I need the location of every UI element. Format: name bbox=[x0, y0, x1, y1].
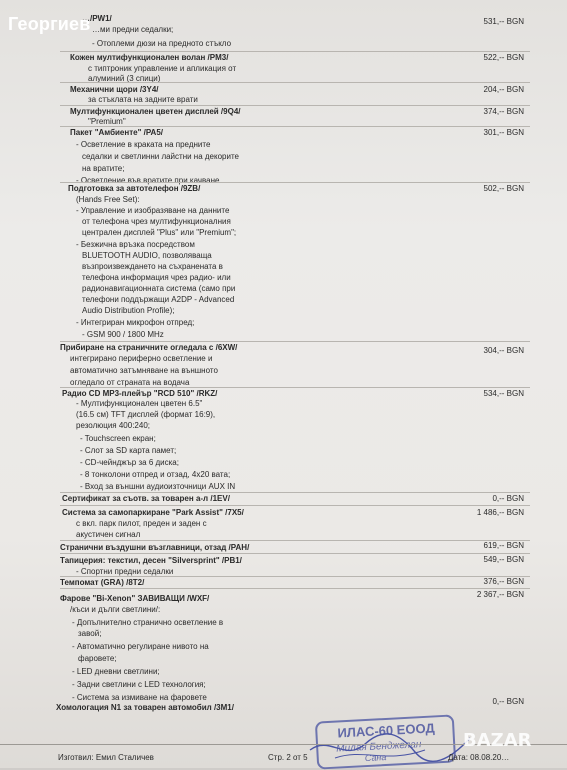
item-title: Механични щори /3Y4/ bbox=[70, 85, 159, 94]
item-detail: - Спортни предни седалки bbox=[76, 567, 174, 576]
divider bbox=[60, 82, 530, 83]
footer-page-number: Стр. 2 от 5 bbox=[268, 753, 308, 762]
item-detail: BLUETOOTH AUDIO, позволяваща bbox=[82, 251, 212, 260]
item-detail: телефони поддържащи A2DP - Advanced bbox=[82, 295, 235, 304]
divider bbox=[60, 126, 530, 127]
divider bbox=[60, 105, 530, 106]
item-price: 374,-- BGN bbox=[483, 107, 524, 116]
item-price: 376,-- BGN bbox=[483, 577, 524, 586]
divider bbox=[60, 182, 530, 183]
item-price: 304,-- BGN bbox=[483, 346, 524, 355]
item-title: Хомологация N1 за товарен автомобил /3M1/ bbox=[56, 703, 234, 712]
item-price: 534,-- BGN bbox=[483, 389, 524, 398]
item-detail: завой; bbox=[78, 629, 102, 638]
item-title: …/PW1/ bbox=[82, 14, 112, 23]
divider bbox=[60, 576, 530, 577]
item-detail: седалки и светлинни лайстни на декорите bbox=[82, 152, 239, 161]
watermark-logo: BAZAR bbox=[463, 730, 532, 751]
item-detail: на вратите; bbox=[82, 164, 125, 173]
item-detail: - Отоплеми дюзи на предното стъкло bbox=[92, 39, 232, 48]
item-detail: - CD-чейнджър за 6 диска; bbox=[80, 458, 179, 467]
item-detail: - Автоматично регулиране нивото на bbox=[72, 642, 209, 651]
item-detail: - LED дневни светлини; bbox=[72, 667, 160, 676]
seller-name-badge: Георгиев bbox=[8, 14, 91, 34]
item-price: 522,-- BGN bbox=[483, 53, 524, 62]
item-detail: - Допълнително странично осветление в bbox=[72, 618, 224, 627]
item-price: 549,-- BGN bbox=[483, 555, 524, 564]
item-title: Кожен мултифункционален волан /PM3/ bbox=[70, 53, 229, 62]
item-detail: от телефона чрез мултифункционалния bbox=[82, 217, 231, 226]
item-title: Темпомат (GRA) /8T2/ bbox=[60, 578, 145, 587]
stamp-signature: Сана bbox=[364, 751, 387, 764]
item-title: Фарове "Bi-Xenon" ЗАВИВАЩИ /WXF/ bbox=[60, 594, 210, 603]
item-detail: - GSM 900 / 1800 MHz bbox=[82, 330, 164, 339]
item-detail: - Задни светлини с LED технология; bbox=[72, 680, 206, 689]
item-detail: - Безжична връзка посредством bbox=[76, 240, 195, 249]
item-detail: - Осветление в краката на предните bbox=[76, 140, 211, 149]
item-detail: интегрирано периферно осветление и bbox=[70, 354, 213, 363]
item-detail: Audio Distribution Profile); bbox=[82, 306, 175, 315]
item-detail: - Система за измиване на фаровете bbox=[72, 693, 207, 702]
item-detail: "Premium" bbox=[88, 117, 126, 126]
item-price: 0,-- BGN bbox=[492, 494, 524, 503]
item-detail: алуминий (3 спици) bbox=[88, 74, 161, 83]
item-title: Радио CD MP3-плейър "RCD 510" /RKZ/ bbox=[62, 389, 218, 398]
item-price: 502,-- BGN bbox=[483, 184, 524, 193]
item-price: 301,-- BGN bbox=[483, 128, 524, 137]
item-detail: - Вход за външни аудиоизточници AUX IN bbox=[80, 482, 236, 491]
item-detail: резолюция 400:240; bbox=[76, 421, 150, 430]
item-detail: централен дисплей "Plus" или "Premium"; bbox=[82, 228, 237, 237]
item-detail: - Touchscreen екран; bbox=[80, 434, 156, 443]
item-detail: …ми предни седалки; bbox=[92, 25, 174, 34]
item-title: Прибиране на страничните огледала с /6XW/ bbox=[60, 343, 238, 352]
stamp-name: Милая Бенджелан bbox=[336, 739, 422, 755]
item-title: Тапицерия: текстил, десен "Silversprint" /PB1/ bbox=[60, 556, 242, 565]
item-price: 204,-- BGN bbox=[483, 85, 524, 94]
item-detail: - Управление и изобразяване на данните bbox=[76, 206, 230, 215]
item-title: Пакет "Амбиенте" /PA5/ bbox=[70, 128, 164, 137]
item-detail: за стъклата на задните врати bbox=[88, 95, 198, 104]
divider bbox=[60, 492, 530, 493]
item-price: 2 367,-- BGN bbox=[476, 590, 524, 599]
item-detail: - 8 тонколони отпред и отзад, 4x20 вата; bbox=[80, 470, 231, 479]
item-detail: фаровете; bbox=[78, 654, 117, 663]
divider bbox=[60, 341, 530, 342]
item-title: Странични въздушни възглавници, отзад /PAH/ bbox=[60, 543, 250, 552]
item-detail: телефона информация чрез радио- или bbox=[82, 273, 231, 282]
item-detail: - Слот за SD карта памет; bbox=[80, 446, 177, 455]
item-detail: радионавигационната система (само при bbox=[82, 284, 236, 293]
item-detail: акустичен сигнал bbox=[76, 530, 141, 539]
item-title: Система за самопаркиране "Park Assist" /7X5/ bbox=[62, 508, 244, 517]
item-price: 619,-- BGN bbox=[483, 541, 524, 550]
divider bbox=[60, 505, 530, 506]
divider bbox=[60, 387, 530, 388]
item-title: Мултифункционален цветен дисплей /9Q4/ bbox=[70, 107, 241, 116]
item-detail: огледало от страната на водача bbox=[70, 378, 190, 387]
item-price: 0,-- BGN bbox=[492, 697, 524, 706]
item-detail: автоматично затъмняване на външното bbox=[70, 366, 218, 375]
item-detail: - Мултифункционален цветен 6.5" bbox=[76, 399, 203, 408]
footer-prepared-by: Изготвил: Емил Сталичев bbox=[58, 753, 154, 762]
item-detail: с типтроник управление и апликация от bbox=[88, 64, 237, 73]
item-detail: /къси и дълги светлини/: bbox=[70, 605, 161, 614]
item-detail: - Интегриран микрофон отпред; bbox=[76, 318, 195, 327]
footer-date: Дата: 08.08.20… bbox=[448, 753, 510, 762]
divider bbox=[60, 51, 530, 52]
item-price: 531,-- BGN bbox=[483, 17, 524, 26]
item-detail: (Hands Free Set): bbox=[76, 195, 140, 204]
stamp-company: ИЛАС-60 ЕООД bbox=[337, 720, 436, 741]
item-detail: с вкл. парк пилот, преден и заден с bbox=[76, 519, 207, 528]
divider bbox=[60, 540, 530, 541]
divider bbox=[60, 588, 530, 589]
item-title: Сертификат за съотв. за товарен а-л /1EV/ bbox=[62, 494, 230, 503]
item-title: Подготовка за автотелефон /9ZB/ bbox=[68, 184, 201, 193]
item-price: 1 486,-- BGN bbox=[476, 508, 524, 517]
item-detail: възпроизвеждането на съхранената в bbox=[82, 262, 223, 271]
divider bbox=[60, 553, 530, 554]
item-detail: (16.5 см) TFT дисплей (формат 16:9), bbox=[76, 410, 216, 419]
item-detail: - Осветление във вратите при качване bbox=[76, 176, 220, 185]
